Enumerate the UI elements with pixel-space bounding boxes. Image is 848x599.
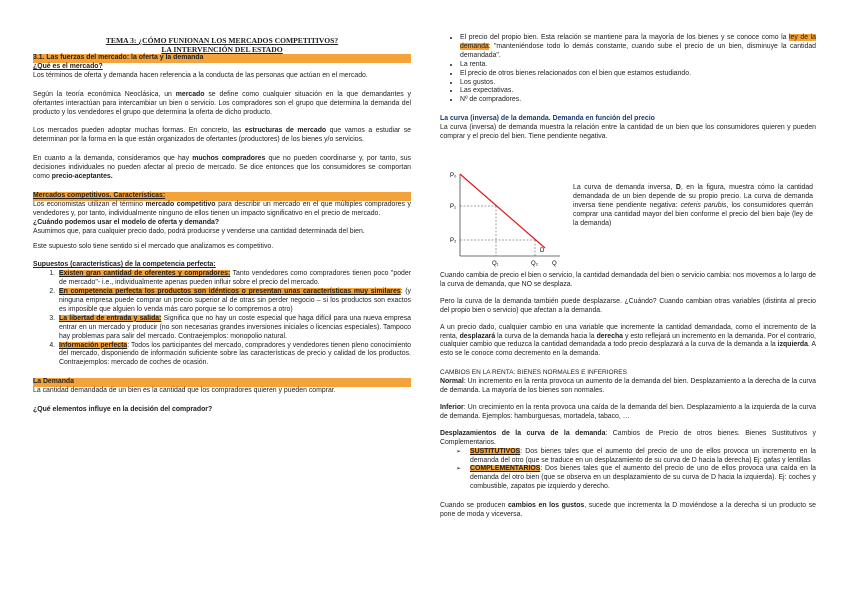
list-item: • Las expectativas.	[460, 87, 816, 96]
paragraph: A un precio dado, cualquier cambio en una variable que incremente la cantidad demandada, como el incremento de la renta, desplazará la curva de la demanda hacia la derecha y esto reflejará un incremento en la demanda. Por el contrario, cualquier cambio que reduzca la cantidad demandada a todo precio desplazará a la curva de la demanda a la izquierda. A esto se le conoce como decremento en la demanda.	[440, 323, 816, 358]
label-q: Q	[552, 261, 557, 267]
list-item: ➢ COMPLEMENTARIOS: Dos bienes tales que el aumento del precio de uno de ellos provoca una caída en la demanda del otro bien (que se observa en un desplazamiento de su curva de D hacia la izquierda). Ej: coches y combustible, zapatos pie izquierdo y derecho.	[470, 465, 816, 492]
list-item: ➢ SUSTITUTIVOS: Dos bienes tales que el aumento del precio de uno de ellos provoca un incremento en la demanda del otro (que se traduce en un desplazamiento de su curva de D hacia la derecha) Ej: gafas y lentillas	[470, 448, 816, 466]
section-heading-demanda: La Demanda	[33, 378, 411, 387]
list-item: 2. En competencia perfecta los productos son idénticos o presentan unas características muy similares: (y ninguna empresa puede comprar un precio superior al de otras sin perder negocio – si los productos son exactos es imposible que alguien lo venda más caro porque se lo compremos a otro)	[57, 288, 411, 315]
paragraph: Según la teoría económica Neoclásica, un mercado se define como cualquier situación en la que demandantes y ofertantes interactúan para intercambiar un bien o servicio. Los compradores son el grupo que determina la demanda del producto y los vendedores el grupo que determina la oferta de dicho producto.	[33, 90, 411, 116]
question-modelo: ¿Cuándo podemos usar el modelo de oferta y demanda?	[33, 218, 220, 226]
left-column	[33, 0, 411, 415]
paragraph: Normal: Un incremento en la renta provoca un aumento de la demanda del bien. Desplazamiento a la derecha de la curva de demanda. La mayoría de los bienes son normales.	[440, 378, 816, 395]
bienes-list	[440, 448, 816, 493]
paragraph: Los mercados pueden adoptar muchas formas. En concreto, las estructuras de mercado que vamos a estudiar se determinan por la forma en la que están organizados de ofertantes (productores) de los bienes y/o servicios.	[33, 127, 411, 144]
paragraph: Pero la curva de la demanda también puede desplazarse. ¿Cuándo? Cuando cambian otras variables (distinta al precio del propio bien o servicio) que afectan a la demanda.	[440, 297, 816, 314]
paragraph: Los términos de oferta y demanda hacen referencia a la conducta de las personas que actúan en el mercado.	[33, 71, 368, 79]
paragraph: Inferior: Un crecimiento en la renta provoca una caída de la demanda del bien. Desplazamiento a la izquierda de la curva de demanda. Ejemplos: hamburguesas, mortadela, tabaco, …	[440, 403, 816, 420]
paragraph: Asumimos que, para cualquier precio dado, podrá producirse y venderse una cantidad determinada del bien.	[33, 227, 365, 235]
paragraph: Cuando se producen cambios en los gustos, sucede que incrementa la D moviéndose a la derecha si un producto se pone de moda y viceversa.	[440, 502, 816, 519]
label-p2: P₂	[450, 238, 457, 244]
supuestos-heading: Supuestos (características) de la competencia perfecta:	[33, 261, 216, 269]
page-subtitle: LA INTERVENCIÓN DEL ESTADO	[161, 45, 283, 54]
section-heading-competitivos: Mercados competitivos. Características:	[33, 192, 411, 201]
question-mercado: ¿Qué es el mercado?	[33, 62, 103, 70]
paragraph: Cuando cambia de precio el bien o servicio, la cantidad demandada del bien o servicio cambia: nos movemos a lo largo de la curva de demanda, que NO se desplaza.	[440, 272, 816, 288]
list-item: • El precio de otros bienes relacionados con el bien que estamos estudiando.	[460, 70, 816, 79]
label-p1: P₁	[450, 204, 457, 210]
graph-caption: La curva de demanda inversa, D, en la figura, muestra cómo la cantidad demandada de un bien depende de su propio precio. La curva de demanda inversa tiene pendiente negativa: ceteris parubis, los consumidores querrán comprar una cantidad mayor del bien conforme el precio del bien baje (ley de la demanda)	[573, 184, 813, 227]
list-item: • Los gustos.	[460, 79, 816, 88]
factors-list	[440, 34, 816, 105]
paragraph: La cantidad demandada de un bien es la cantidad que los compradores quieren y pueden comprar.	[33, 387, 336, 395]
question-elementos: ¿Qué elementos influye en la decisión del comprador?	[33, 406, 213, 414]
list-item: • El precio del propio bien. Esta relación se mantiene para la mayoría de los bienes y se conoce como la ley de la demanda: "manteniéndose todo lo demás constante, cuando sube el precio de un bien, disminuye la cantidad demandada".	[460, 34, 816, 61]
list-item: • La renta.	[460, 61, 816, 70]
page-title: TEMA 3: ¿CÓMO FUNIONAN LOS MERCADOS COMPETITIVOS?	[105, 36, 339, 45]
label-q2: Q₂	[531, 261, 538, 267]
demand-curve-graph	[440, 168, 564, 270]
list-item: 3. La libertad de entrada y salida: Significa que no hay un coste especial que haga difícil para una nueva empresa entrar en un mercado y producir (no son necesarias grandes inversiones iniciales o licencias especiales). Tampoco hay problemas para salir del mercado. Contraejemplos: monopolio natural.	[57, 315, 411, 342]
label-q1: Q₁	[492, 261, 499, 267]
list-item: 1. Existen gran cantidad de oferentes y compradores: Tanto vendedores como compradores tienen poco "poder de mercado"- i.e., individualmente apenas pueden influir sobre el precio del mercado.	[57, 270, 411, 288]
renta-heading: CAMBIOS EN LA RENTA: BIENES NORMALES E INFERIORES	[440, 369, 627, 377]
paragraph: Los economistas utilizan el término mercado competitivo para describir un mercado en el que múltiples compradores y vendedores y, por tanto, individualmente ninguno de ellos tienen un impacto significativo en el precio de mercado.	[33, 200, 411, 217]
paragraph: Desplazamientos de la curva de la demanda: Cambios de Precio de otros bienes. Bienes Sustitutivos y Complementarios.	[440, 429, 816, 446]
supuestos-list	[33, 270, 411, 368]
right-column-lower	[440, 272, 816, 520]
label-p0: P₀	[450, 173, 457, 179]
list-item: • Nº de compradores.	[460, 96, 816, 105]
demand-line	[460, 174, 545, 248]
right-column	[440, 0, 816, 142]
paragraph: En cuanto a la demanda, consideramos que hay muchos compradores que no pueden coordinarse y, por tanto, sus decisiones individuales no pueden afectar al precio de mercado. Se dice entonces que los consumidores se comportan como precio-aceptantes.	[33, 155, 412, 181]
section-heading-3-1: 3.1. Las fuerzas del mercado: la oferta y la demanda	[33, 54, 411, 63]
curva-heading: La curva (inversa) de la demanda. Demanda en función del precio	[440, 115, 655, 123]
paragraph: La curva (inversa) de demanda muestra la relación entre la cantidad de un bien que los consumidores quieren y pueden comprar y el precio del bien. Tiene pendiente negativa.	[440, 124, 816, 141]
label-d: D	[540, 248, 545, 254]
list-item: 4. Información perfecta: Todos los participantes del mercado, compradores y vendedores tienen pleno conocimiento del mercado, disponiendo de información suficiente sobre las características de precio y calidad de los productos. Contraejemplos: mercado de coches de ocasión.	[57, 342, 411, 369]
paragraph: Este supuesto solo tiene sentido si el mercado que analizamos es competitivo.	[33, 242, 274, 250]
